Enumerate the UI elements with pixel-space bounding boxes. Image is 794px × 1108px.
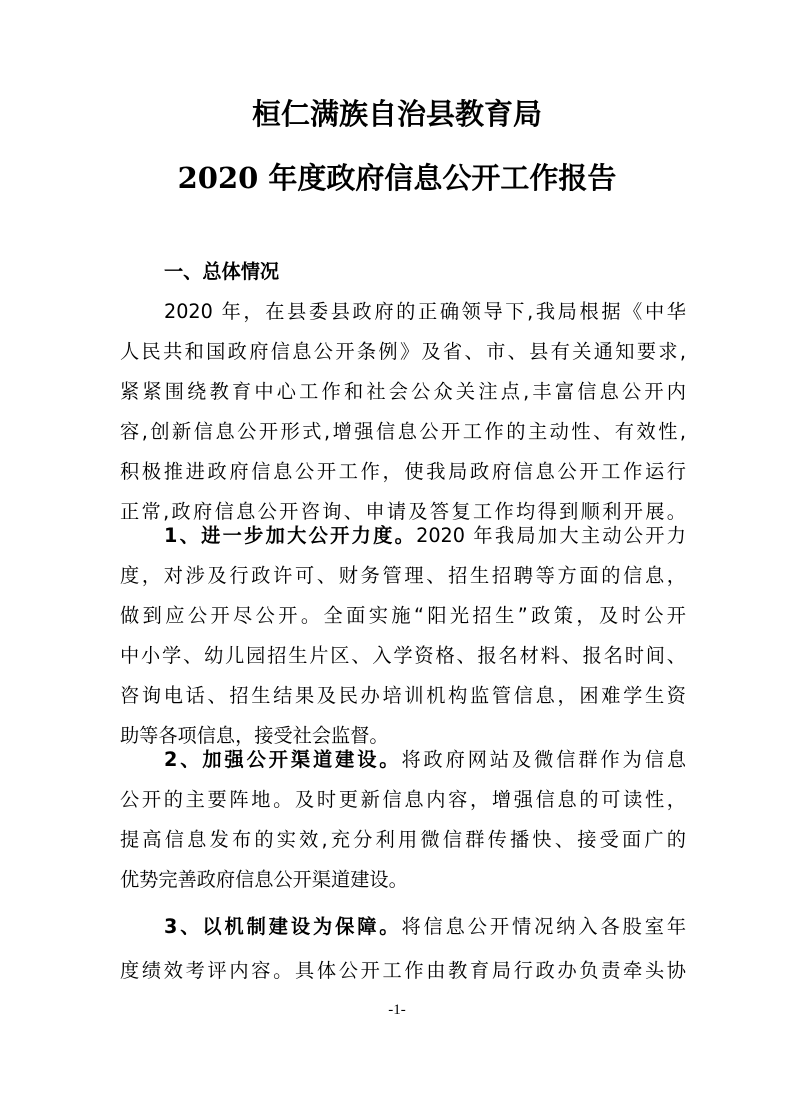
item1-lead: 1、进一步加大公开力度。 [164, 524, 417, 547]
paragraph-line: 公开的主要阵地。及时更新信息内容，增强信息的可读性， [120, 788, 686, 811]
paragraph-line: 咨询电话、招生结果及民办培训机构监管信息，困难学生资 [120, 684, 686, 707]
paragraph-line: 容,创新信息公开形式,增强信息公开工作的主动性、有效性, [120, 420, 686, 443]
paragraph-line: 优势完善政府信息公开渠道建设。 [120, 868, 408, 891]
paragraph-line: 2020 年，在县委县政府的正确领导下,我局根据《中华 [164, 300, 686, 323]
paragraph-line [164, 745, 686, 775]
paragraph-line: 正常,政府信息公开咨询、申请及答复工作均得到顺利开展。 [120, 500, 686, 523]
paragraph-line [164, 912, 686, 942]
paragraph-line: 度，对涉及行政许可、财务管理、招生招聘等方面的信息， [120, 564, 686, 587]
page-number: -1- [388, 1002, 406, 1018]
item3-first-line-text: 将信息公开情况纳入各股室年 [401, 915, 687, 938]
paragraph-line: 做到应公开尽公开。全面实施“阳光招生”政策，及时公开 [120, 604, 686, 627]
paragraph-line: 人民共和国政府信息公开条例》及省、市、县有关通知要求, [120, 340, 686, 363]
paragraph-line: 中小学、幼儿园招生片区、入学资格、报名材料、报名时间、 [120, 644, 686, 667]
paragraph-line [164, 521, 686, 551]
item1-first-line-text: 2020 年我局加大主动公开力 [416, 524, 686, 547]
document-title-line2: 2020 年度政府信息公开工作报告 [177, 161, 617, 195]
item2-first-line-text: 将政府网站及微信群作为信息 [401, 748, 687, 771]
paragraph-line: 积极推进政府信息公开工作，使我局政府信息公开工作运行 [120, 460, 686, 483]
paragraph-line: 提高信息发布的实效,充分利用微信群传播快、接受面广的 [120, 828, 686, 851]
paragraph-line: 助等各项信息，接受社会监督。 [120, 724, 389, 747]
paragraph-line: 紧紧围绕教育中心工作和社会公众关注点,丰富信息公开内 [120, 380, 686, 403]
document-title-line1: 桓仁满族自治县教育局 [251, 97, 542, 131]
item3-lead: 3、以机制建设为保障。 [164, 915, 402, 938]
item2-lead: 2、加强公开渠道建设。 [164, 748, 402, 771]
section-heading: 一、总体情况 [164, 260, 280, 283]
paragraph-line: 度绩效考评内容。具体公开工作由教育局行政办负责牵头协 [120, 959, 686, 982]
